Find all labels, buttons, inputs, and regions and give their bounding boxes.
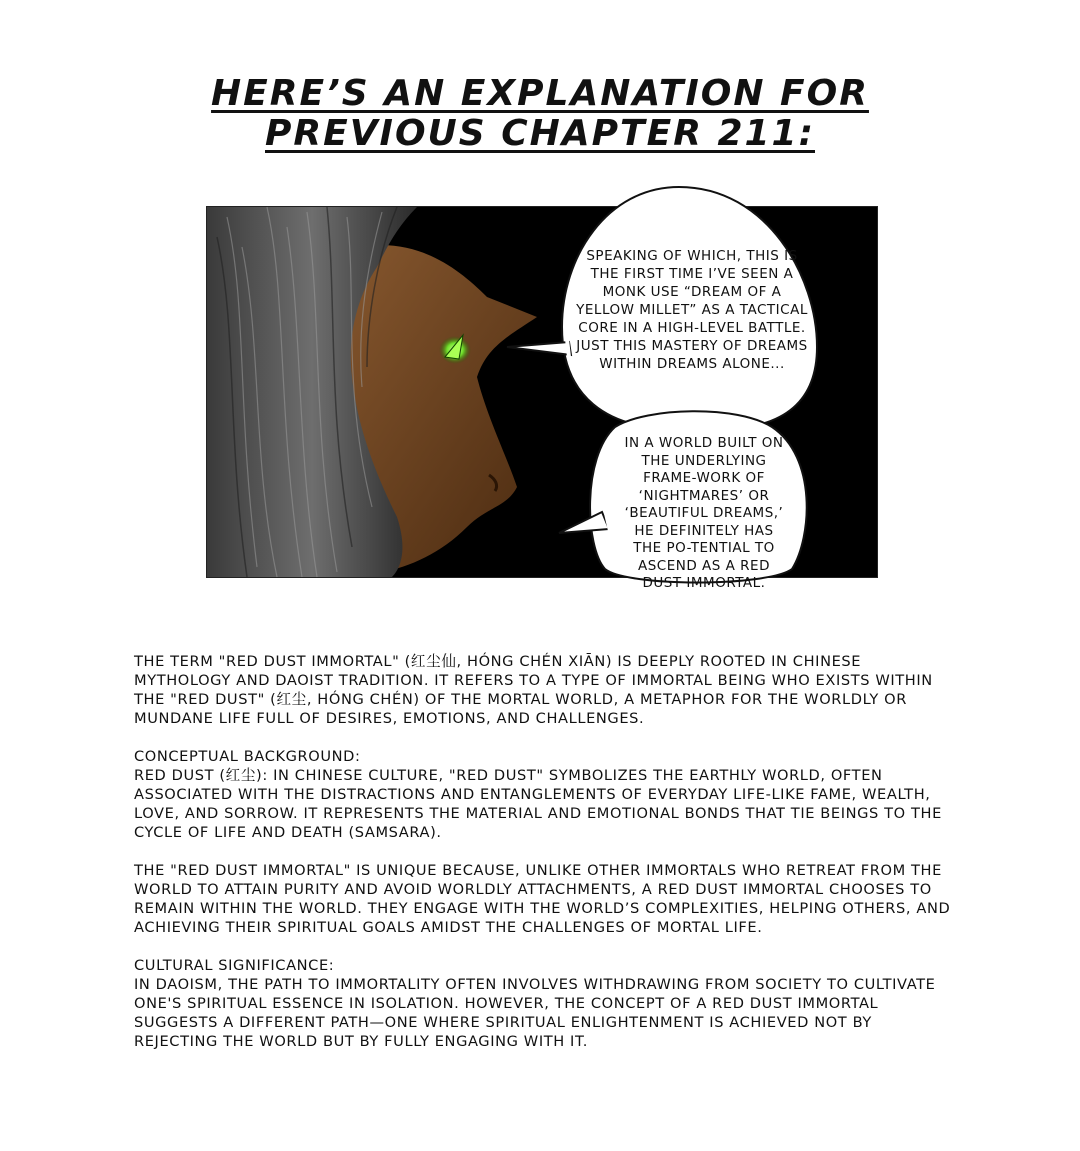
paragraph-4: IN DAOISM, THE PATH TO IMMORTALITY OFTEN INVOLVES WITHDRAWING FROM SOCIETY TO CULTIVATE ONE'S SPIRITUAL ESSENCE IN ISOLATION. HOWEVER, THE CONCEPT OF A RED DUST IMMORTAL SUGGESTS A DIFFERENT PATH—ONE WHERE SPIRITUAL ENLIGHTENMENT IS ACHIEVED NOT BY REJECTING THE WORLD BUT BY FULLY ENGAGING WITH IT. — [134, 976, 936, 1050]
heading-cultural-significance: CULTURAL SIGNIFICANCE: — [134, 957, 335, 974]
speech-bubble-2-text: IN A WORLD BUILT ON THE UNDERLYING FRAME-WORK OF ‘NIGHTMARES’ OR ‘BEAUTIFUL DREAMS,’ HE DEFINITELY HAS THE PO-TENTIAL TO ASCEND AS A RED DUST IMMORTAL. — [624, 435, 784, 591]
paragraph-1: THE TERM "RED DUST IMMORTAL" (红尘仙, HÓNG CHÉN XIĀN) IS DEEPLY ROOTED IN CHINESE MYTHOLOGY AND DAOIST TRADITION. IT REFERS TO A TYPE OF IMMORTAL BEING WHO EXISTS WITHIN THE "RED DUST" (红尘, HÓNG CHÉN) OF THE MORTAL WORLD, A METAPHOR FOR THE WORLDLY OR MUNDANE LIFE FULL OF DESIRES, EMOTIONS, AND CHALLENGES. — [134, 653, 933, 727]
title-line-2: PREVIOUS CHAPTER 211: — [265, 113, 815, 154]
title-line-1: HERE’S AN EXPLANATION FOR — [211, 73, 869, 114]
comic-panel — [206, 206, 878, 591]
speech-bubble-1-text: SPEAKING OF WHICH, THIS IS THE FIRST TIME I’VE SEEN A MONK USE “DREAM OF A YELLOW MILLET” AS A TACTICAL CORE IN A HIGH-LEVEL BATTLE. JUST THIS MASTERY OF DREAMS WITHIN DREAMS ALONE... — [576, 248, 808, 372]
paragraph-2: RED DUST (红尘): IN CHINESE CULTURE, "RED DUST" SYMBOLIZES THE EARTHLY WORLD, OFTEN ASSOCIATED WITH THE DISTRACTIONS AND ENTANGLEMENTS OF EVERYDAY LIFE-LIKE FAME, WEALTH, LOVE, AND SORROW. IT REPRESENTS THE MATERIAL AND EMOTIONAL BONDS THAT TIE BEINGS TO THE CYCLE OF LIFE AND DEATH (SAMSARA). — [134, 767, 942, 841]
paragraph-3: THE "RED DUST IMMORTAL" IS UNIQUE BECAUSE, UNLIKE OTHER IMMORTALS WHO RETREAT FROM THE WORLD TO ATTAIN PURITY AND AVOID WORLDLY ATTACHMENTS, A RED DUST IMMORTAL CHOOSES TO REMAIN WITHIN THE WORLD. THEY ENGAGE WITH THE WORLD’S COMPLEXITIES, HELPING OTHERS, AND ACHIEVING THEIR SPIRITUAL GOALS AMIDST THE CHALLENGES OF MORTAL LIFE. — [134, 862, 951, 936]
page-title — [0, 74, 1080, 154]
heading-conceptual-background: CONCEPTUAL BACKGROUND: — [134, 748, 361, 765]
explanation-text — [134, 652, 954, 1070]
